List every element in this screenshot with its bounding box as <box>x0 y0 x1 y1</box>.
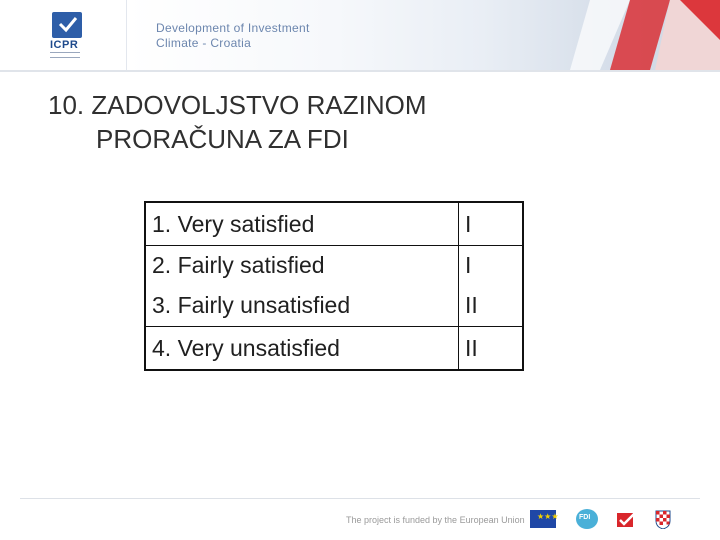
title-line-1: 10. ZADOVOLJSTVO RAZINOM <box>48 90 427 120</box>
checkmark-logo-icon <box>52 12 82 38</box>
table-row <box>145 327 523 371</box>
row-label: 3. Fairly unsatisfied <box>145 284 459 327</box>
header-divider <box>0 70 720 72</box>
table-row <box>145 246 523 285</box>
header <box>0 0 720 70</box>
row-mark: I <box>459 202 524 246</box>
funding-notice: The project is funded by the European Union <box>346 515 525 525</box>
table-row <box>145 202 523 246</box>
banner-subtitle: Climate - Croatia <box>156 36 252 50</box>
row-label: 4. Very unsatisfied <box>145 327 459 371</box>
flag-stripes-decoration <box>560 0 720 70</box>
eu-flag-icon <box>530 510 559 528</box>
table-row <box>145 284 523 327</box>
logo-text: ICPR <box>50 39 79 51</box>
slide-title <box>48 88 648 156</box>
satisfaction-table <box>144 201 524 371</box>
fdi-badge-text: FDI <box>579 514 591 521</box>
row-mark: I <box>459 246 524 285</box>
checkmark-partner-icon <box>617 510 639 528</box>
title-line-2: PRORAČUNA ZA FDI <box>96 124 349 154</box>
croatia-coat-of-arms-icon <box>655 509 671 529</box>
banner-title: Development of Investment <box>156 21 310 35</box>
row-label: 2. Fairly satisfied <box>145 246 459 285</box>
row-mark: II <box>459 284 524 327</box>
footer-divider <box>20 498 700 499</box>
row-label: 1. Very satisfied <box>145 202 459 246</box>
logo-subtext <box>50 52 80 58</box>
row-mark: II <box>459 327 524 371</box>
eu-stars: ★★★ <box>537 512 559 521</box>
logo <box>0 0 126 70</box>
fdi-badge-icon <box>576 509 598 529</box>
